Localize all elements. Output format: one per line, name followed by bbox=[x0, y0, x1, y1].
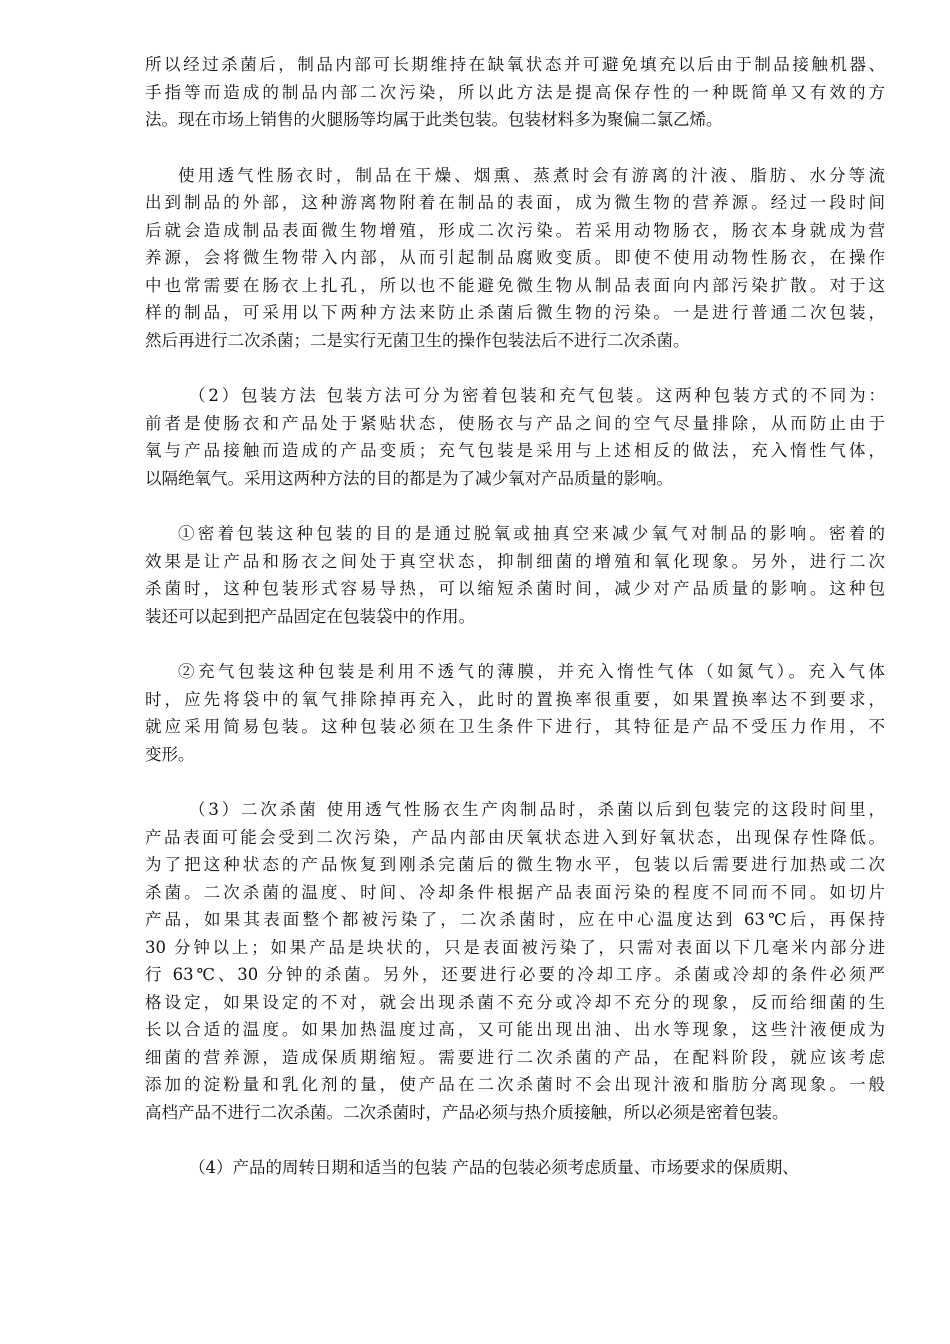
text-line: 产品表面可能会受到二次污染，产品内部由厌氧状态进入到好氧状态，出现保存性降低。 bbox=[145, 827, 885, 847]
text-line: 时，应先将袋中的氧气排除掉再充入，此时的置换率很重要，如果置换率达不到要求， bbox=[145, 689, 885, 709]
text-line: 30 分钟以上；如果产品是块状的，只是表面被污染了，只需对表面以下几毫米内部分进 bbox=[145, 937, 885, 957]
text-line: 后就会造成制品表面微生物增殖，形成二次污染。若采用动物肠衣，肠衣本身就成为营 bbox=[145, 220, 885, 240]
text-line: 装还可以起到把产品固定在包装袋中的作用。 bbox=[145, 606, 475, 626]
text-line: 格设定，如果设定的不对，就会出现杀菌不充分或冷却不充分的现象，反而给细菌的生 bbox=[145, 992, 885, 1012]
text-line: 中也常需要在肠衣上扎孔，所以也不能避免微生物从制品表面向内部污染扩散。对于这 bbox=[145, 275, 885, 295]
text-line: 氧与产品接触而造成的产品变质；充气包装是采用与上述相反的做法，充入惰性气体， bbox=[145, 441, 885, 460]
text-line: 前者是使肠衣和产品处于紧贴状态，使肠衣与产品之间的空气尽量排除，从而防止由于 bbox=[145, 413, 885, 433]
text-line: 就应采用简易包装。这种包装必须在卫生条件下进行，其特征是产品不受压力作用，不 bbox=[145, 717, 885, 736]
text-line: ①密着包装这种包装的目的是通过脱氧或抽真空来减少氧气对制品的影响。密着的 bbox=[178, 524, 885, 543]
text-line: 以隔绝氧气。采用这两种方法的目的都是为了减少氧对产品质量的影响。 bbox=[145, 468, 673, 488]
text-line: 行 63℃、30 分钟的杀菌。另外，还要进行必要的冷却工序。杀菌或冷却的条件必须严 bbox=[145, 965, 885, 984]
document-page bbox=[145, 51, 885, 1210]
text-line: 所以经过杀菌后，制品内部可长期维持在缺氧状态并可避免填充以后由于制品接触机器、 bbox=[145, 55, 885, 74]
text-line: 手指等而造成的制品内部二次污染，所以此方法是提高保存性的一种既简单又有效的方 bbox=[145, 82, 885, 102]
text-line: 变形。 bbox=[145, 744, 195, 764]
text-line: 细菌的营养源，造成保质期缩短。需要进行二次杀菌的产品，在配料阶段，就应该考虑 bbox=[145, 1047, 885, 1067]
text-line: 养源，会将微生物带入内部，从而引起制品腐败变质。即使不使用动物性肠衣，在操作 bbox=[145, 248, 885, 267]
text-line: 效果是让产品和肠衣之间处于真空状态，抑制细菌的增殖和氧化现象。另外，进行二次 bbox=[145, 551, 885, 571]
paragraph bbox=[145, 520, 885, 630]
text-line: 样的制品，可采用以下两种方法来防止杀菌后微生物的污染。一是进行普通二次包装， bbox=[145, 303, 885, 322]
text-line: 为了把这种状态的产品恢复到刚杀完菌后的微生物水平，包装以后需要进行加热或二次 bbox=[145, 855, 885, 874]
text-line: 杀菌。二次杀菌的温度、时间、冷却条件根据产品表面污染的程度不同而不同。如切片 bbox=[145, 882, 885, 902]
paragraph bbox=[145, 162, 885, 355]
text-line: 法。现在市场上销售的火腿肠等均属于此类包装。包装材料多为聚偏二氯乙烯。 bbox=[145, 110, 723, 129]
text-line: 高档产品不进行二次杀菌。二次杀菌时，产品必须与热介质接触，所以必须是密着包装。 bbox=[145, 1102, 789, 1122]
paragraph bbox=[145, 1154, 885, 1182]
paragraph bbox=[145, 382, 885, 492]
paragraph bbox=[145, 658, 885, 768]
text-line: ②充气包装这种包装是利用不透气的薄膜，并充入惰性气体（如氮气）。充入气体 bbox=[178, 662, 885, 681]
text-line: （4）产品的周转日期和适当的包装 产品的包装必须考虑质量、市场要求的保质期、 bbox=[189, 1158, 799, 1177]
text-line: 长以合适的温度。如果加热温度过高，又可能出现出油、出水等现象，这些汁液便成为 bbox=[145, 1020, 885, 1039]
paragraph bbox=[145, 51, 885, 134]
text-line: （3）二次杀菌 使用透气性肠衣生产肉制品时，杀菌以后到包装完的这段时间里， bbox=[189, 800, 885, 819]
text-line: 出到制品的外部，这种游离物附着在制品的表面，成为微生物的营养源。经过一段时间 bbox=[145, 193, 885, 212]
text-line: 产品，如果其表面整个都被污染了，二次杀菌时，应在中心温度达到 63℃后，再保持 bbox=[145, 910, 885, 929]
text-line: 杀菌时，这种包装形式容易导热，可以缩短杀菌时间，减少对产品质量的影响。这种包 bbox=[145, 579, 885, 598]
text-line: 然后再进行二次杀菌；二是实行无菌卫生的操作包装法后不进行二次杀菌。 bbox=[145, 330, 690, 350]
text-line: （2）包装方法 包装方法可分为密着包装和充气包装。这两种包装方式的不同为： bbox=[189, 386, 885, 405]
text-line: 使用透气性肠衣时，制品在干燥、烟熏、蒸煮时会有游离的汁液、脂肪、水分等流 bbox=[178, 165, 885, 185]
text-line: 添加的淀粉量和乳化剂的量，使产品在二次杀菌时不会出现汁液和脂肪分离现象。一般 bbox=[145, 1075, 885, 1094]
paragraph bbox=[145, 796, 885, 1126]
